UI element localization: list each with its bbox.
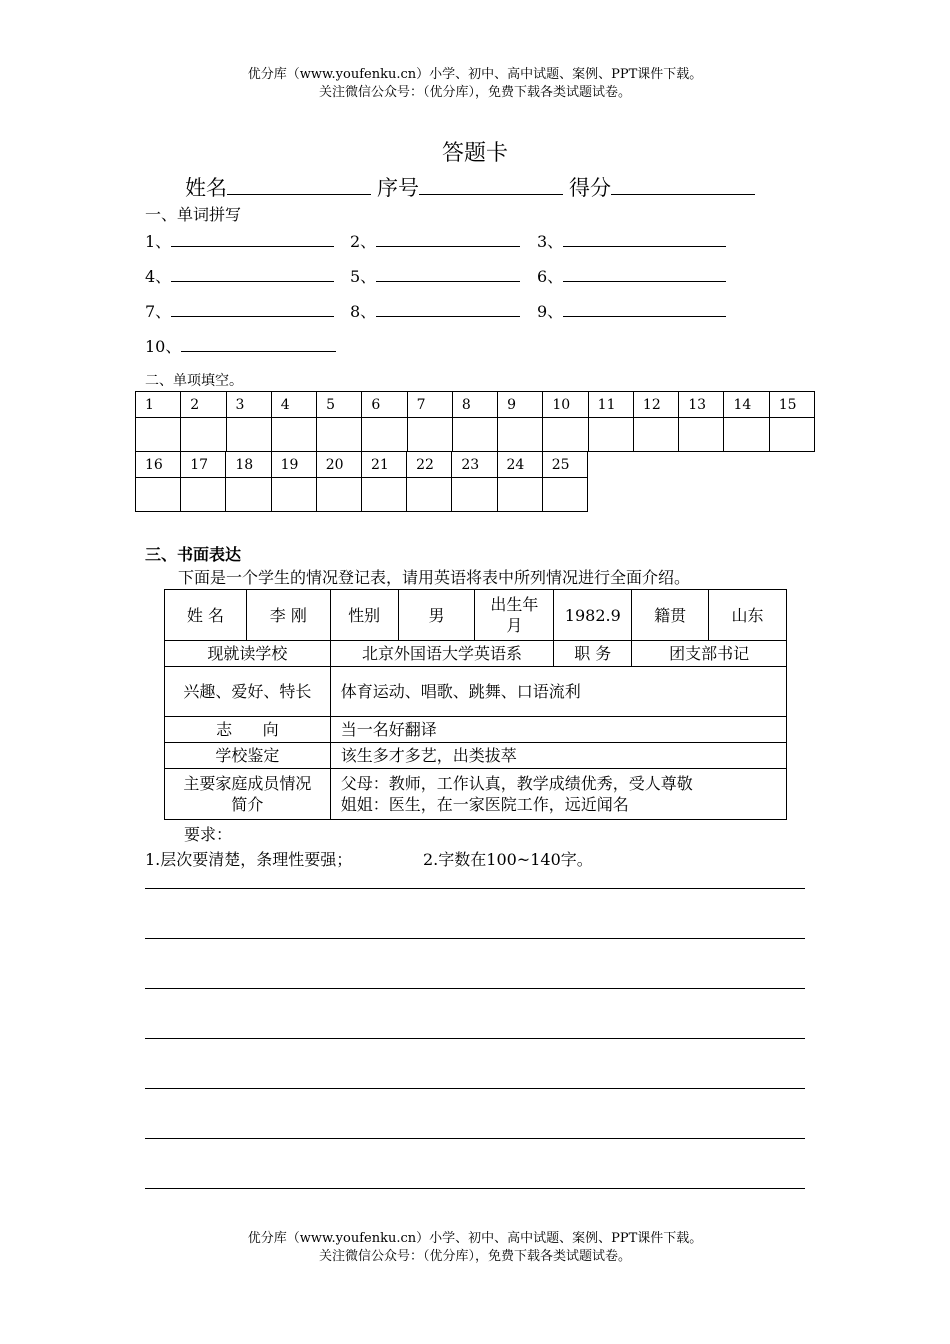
answer-cell[interactable] [181, 478, 226, 512]
section2-title: 二、单项填空。 [145, 373, 243, 389]
answer-cell[interactable] [361, 478, 406, 512]
answer-cell[interactable] [226, 418, 271, 452]
family-value-cell [330, 769, 786, 820]
gender-label-cell: 性别 [330, 590, 398, 641]
answer-cell[interactable] [769, 418, 814, 452]
grid-num: 22 [407, 452, 452, 478]
answer-cell[interactable] [181, 418, 226, 452]
grid-num: 9 [498, 392, 543, 418]
name-label: 姓名 [185, 176, 227, 200]
writing-line[interactable] [145, 1188, 805, 1189]
student-info-row [185, 172, 761, 202]
grid-num: 17 [181, 452, 226, 478]
native-value-cell: 山东 [709, 590, 787, 641]
writing-line[interactable] [145, 1138, 805, 1139]
birth-value-cell: 1982.9 [554, 590, 632, 641]
answer-cell[interactable] [271, 478, 316, 512]
score-field[interactable] [611, 172, 755, 195]
writing-line[interactable] [145, 938, 805, 939]
answer-cell[interactable] [679, 418, 724, 452]
answer-cell[interactable] [271, 418, 316, 452]
grid-num: 10 [543, 392, 588, 418]
grid-num: 23 [452, 452, 497, 478]
school-value-cell: 北京外国语大学英语系 [330, 641, 554, 667]
position-label-cell: 职 务 [554, 641, 632, 667]
writing-line[interactable] [145, 1088, 805, 1089]
section3-title: 三、书面表达 [145, 545, 242, 564]
answer-cell[interactable] [407, 478, 452, 512]
answer-cell[interactable] [136, 418, 181, 452]
family-label-cell: 主要家庭成员情况简介 [165, 769, 331, 820]
grid-num: 19 [271, 452, 316, 478]
answer-cell[interactable] [542, 478, 587, 512]
choice-grid-2 [135, 451, 588, 512]
answer-cell[interactable] [633, 418, 678, 452]
grid-num: 8 [452, 392, 497, 418]
birth-label-cell: 出生年月 [475, 590, 554, 641]
answer-cell[interactable] [226, 478, 271, 512]
grid-num: 25 [542, 452, 587, 478]
page-title: 答题卡 [441, 141, 508, 166]
spelling-item-7[interactable]: 7、 [145, 299, 334, 322]
hobby-value-cell: 体育运动、唱歌、跳舞、口语流利 [330, 667, 786, 717]
spelling-item-8[interactable]: 8、 [350, 299, 520, 322]
header-line-2: 关注微信公众号：（优分库），免费下载各类试题试卷。 [318, 85, 631, 100]
spelling-item-1[interactable]: 1、 [145, 229, 334, 252]
grid-num: 6 [362, 392, 407, 418]
name-field[interactable] [227, 172, 371, 195]
writing-line[interactable] [145, 1038, 805, 1039]
eval-label-cell: 学校鉴定 [165, 743, 331, 769]
answer-cell[interactable] [316, 478, 361, 512]
choice-grid-1 [135, 391, 815, 452]
header-line-1: 优分库（www.youfenku.cn）小学、初中、高中试题、案例、PPT课件下载。 [247, 67, 703, 82]
answer-cell[interactable] [136, 478, 181, 512]
answer-cell[interactable] [588, 418, 633, 452]
native-label-cell: 籍贯 [632, 590, 709, 641]
requirement-2: 2.字数在100~140字。 [423, 850, 593, 869]
grid-num: 3 [226, 392, 271, 418]
eval-value-cell: 该生多才多艺，出类拔萃 [330, 743, 786, 769]
family-value-line-2: 姐姐：医生，在一家医院工作，远近闻名 [340, 795, 629, 814]
hobby-label-cell: 兴趣、爱好、特长 [165, 667, 331, 717]
requirement-1: 1.层次要清楚，条理性要强； [145, 850, 353, 869]
spelling-item-9[interactable]: 9、 [537, 299, 726, 322]
requirement-title: 要求： [184, 825, 233, 844]
answer-cell[interactable] [452, 478, 497, 512]
grid-num: 4 [271, 392, 316, 418]
grid-num: 1 [136, 392, 181, 418]
footer-line-2: 关注微信公众号：（优分库），免费下载各类试题试卷。 [318, 1249, 631, 1264]
spelling-item-2[interactable]: 2、 [350, 229, 520, 252]
answer-cell[interactable] [497, 478, 542, 512]
seq-field[interactable] [419, 172, 563, 195]
answer-cell[interactable] [362, 418, 407, 452]
section3-intro: 下面是一个学生的情况登记表，请用英语将表中所列情况进行全面介绍。 [178, 568, 691, 587]
answer-cell[interactable] [724, 418, 769, 452]
grid-num: 5 [317, 392, 362, 418]
answer-cell[interactable] [407, 418, 452, 452]
grid-num: 16 [136, 452, 181, 478]
answer-cell[interactable] [543, 418, 588, 452]
answer-cell[interactable] [317, 418, 362, 452]
seq-label: 序号 [377, 176, 419, 200]
score-label: 得分 [569, 176, 611, 200]
grid-num: 20 [316, 452, 361, 478]
grid-num: 13 [679, 392, 724, 418]
grid-num: 21 [361, 452, 406, 478]
grid-num: 15 [769, 392, 814, 418]
student-register-table [164, 589, 787, 820]
spelling-item-3[interactable]: 3、 [537, 229, 726, 252]
writing-line[interactable] [145, 988, 805, 989]
aim-value-cell: 当一名好翻译 [330, 717, 786, 743]
gender-value-cell: 男 [398, 590, 475, 641]
spelling-item-4[interactable]: 4、 [145, 264, 334, 287]
position-value-cell: 团支部书记 [632, 641, 787, 667]
writing-line[interactable] [145, 888, 805, 889]
grid-num: 7 [407, 392, 452, 418]
spelling-item-6[interactable]: 6、 [537, 264, 726, 287]
footer-line-1: 优分库（www.youfenku.cn）小学、初中、高中试题、案例、PPT课件下载。 [247, 1231, 703, 1246]
name-value-cell: 李 刚 [246, 590, 330, 641]
grid-num: 14 [724, 392, 769, 418]
grid-num: 18 [226, 452, 271, 478]
section1-title: 一、单词拼写 [145, 205, 242, 224]
spelling-item-5[interactable]: 5、 [350, 264, 520, 287]
aim-label-cell: 志 向 [165, 717, 331, 743]
school-label-cell: 现就读学校 [165, 641, 331, 667]
family-value-line-1: 父母：教师，工作认真，教学成绩优秀，受人尊敬 [340, 774, 693, 793]
answer-cell[interactable] [498, 418, 543, 452]
answer-cell[interactable] [452, 418, 497, 452]
grid-num: 2 [181, 392, 226, 418]
grid-num: 11 [588, 392, 633, 418]
spelling-item-10[interactable]: 10、 [145, 334, 336, 357]
grid-num: 24 [497, 452, 542, 478]
grid-num: 12 [633, 392, 678, 418]
name-label-cell: 姓 名 [165, 590, 247, 641]
